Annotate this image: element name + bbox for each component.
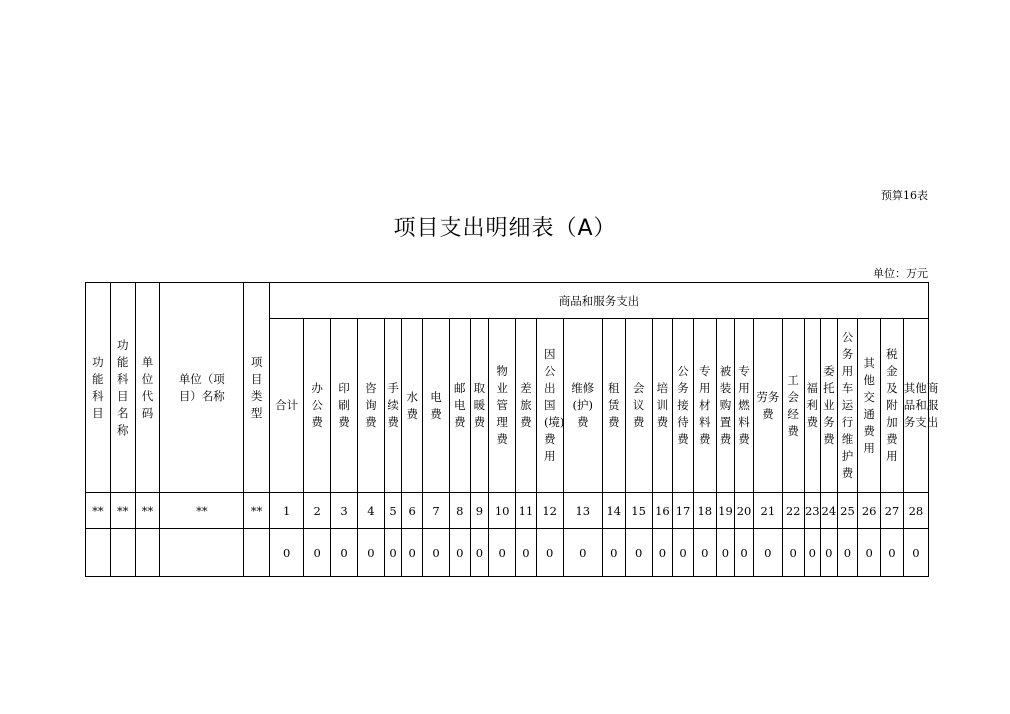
column-code: 16 bbox=[652, 493, 673, 529]
column-header bbox=[384, 319, 402, 493]
column-value: 0 bbox=[602, 529, 625, 577]
column-header-label: 维修(护)费 bbox=[571, 381, 595, 429]
column-value: 0 bbox=[804, 529, 821, 577]
column-code: 20 bbox=[735, 493, 754, 529]
column-header bbox=[652, 319, 673, 493]
column-value: 0 bbox=[858, 529, 881, 577]
column-value: 0 bbox=[625, 529, 652, 577]
column-header bbox=[536, 319, 563, 493]
column-value: 0 bbox=[384, 529, 402, 577]
column-code: 4 bbox=[357, 493, 384, 529]
column-value: 0 bbox=[357, 529, 384, 577]
column-header-label: 专用燃料费 bbox=[738, 364, 750, 446]
column-value: 0 bbox=[331, 529, 358, 577]
column-header-label: 公务接待费 bbox=[677, 364, 689, 446]
column-header bbox=[693, 319, 716, 493]
column-code: 15 bbox=[625, 493, 652, 529]
column-header-label: 咨询费 bbox=[365, 381, 377, 429]
column-value: 0 bbox=[449, 529, 470, 577]
column-code: 21 bbox=[753, 493, 782, 529]
unit-label: 单位：万元 bbox=[873, 267, 928, 280]
column-header-label: 租赁费 bbox=[608, 381, 620, 429]
column-header-label: 印刷费 bbox=[338, 381, 350, 429]
column-header bbox=[563, 319, 602, 493]
column-header-label: 差旅费 bbox=[520, 381, 532, 429]
column-value: 0 bbox=[753, 529, 782, 577]
code-unit-code: ** bbox=[135, 493, 160, 529]
header-unit-project-name: 单位（项目）名称 bbox=[160, 283, 244, 493]
column-header bbox=[304, 319, 331, 493]
column-header bbox=[270, 319, 304, 493]
column-code: 8 bbox=[449, 493, 470, 529]
column-header bbox=[881, 319, 904, 493]
code-functional-subject-name: ** bbox=[110, 493, 135, 529]
column-header bbox=[625, 319, 652, 493]
data-row bbox=[86, 529, 929, 577]
column-header bbox=[837, 319, 858, 493]
column-code: 12 bbox=[536, 493, 563, 529]
column-header-label: 工会经费 bbox=[787, 372, 799, 438]
column-value: 0 bbox=[402, 529, 423, 577]
column-header-label: 税金及附加费用 bbox=[886, 347, 898, 463]
column-header bbox=[602, 319, 625, 493]
column-header-label: 邮电费 bbox=[454, 381, 466, 429]
data-functional-subject-name bbox=[110, 529, 135, 577]
column-header bbox=[821, 319, 838, 493]
column-header-label: 手续费 bbox=[387, 381, 399, 429]
project-expenditure-table bbox=[85, 282, 939, 577]
column-header bbox=[753, 319, 782, 493]
column-header-label: 取暖费 bbox=[473, 381, 486, 429]
column-header-label: 合计 bbox=[275, 398, 299, 412]
column-value: 0 bbox=[673, 529, 694, 577]
header-group-row bbox=[86, 283, 929, 319]
data-unit-code bbox=[135, 529, 160, 577]
data-unit-project-name bbox=[160, 529, 244, 577]
column-header bbox=[673, 319, 694, 493]
column-code: 25 bbox=[837, 493, 858, 529]
column-header bbox=[782, 319, 804, 493]
column-header bbox=[516, 319, 537, 493]
header-group-goods-services: 商品和服务支出 bbox=[270, 283, 929, 319]
column-header-label: 电费 bbox=[430, 389, 442, 421]
column-code: 22 bbox=[782, 493, 804, 529]
column-value: 0 bbox=[716, 529, 735, 577]
column-value: 0 bbox=[270, 529, 304, 577]
page-title: 项目支出明细表（A） bbox=[393, 216, 617, 241]
column-code: 2 bbox=[304, 493, 331, 529]
column-value: 0 bbox=[821, 529, 838, 577]
column-header-label: 物业管理费 bbox=[496, 364, 508, 446]
column-value: 0 bbox=[563, 529, 602, 577]
column-header-label: 委托业务费 bbox=[823, 364, 835, 446]
column-value: 0 bbox=[903, 529, 928, 577]
column-code-row bbox=[86, 493, 929, 529]
column-header bbox=[423, 319, 450, 493]
column-header-label: 专用材料费 bbox=[699, 364, 711, 446]
header-project-type: 项目类型 bbox=[244, 283, 270, 493]
column-header bbox=[331, 319, 358, 493]
column-code: 14 bbox=[602, 493, 625, 529]
column-value: 0 bbox=[489, 529, 516, 577]
column-code: 24 bbox=[821, 493, 838, 529]
column-code: 9 bbox=[470, 493, 489, 529]
column-code: 28 bbox=[903, 493, 928, 529]
column-header-label: 其他商品和服务支出 bbox=[903, 381, 939, 429]
column-code: 13 bbox=[563, 493, 602, 529]
column-header bbox=[357, 319, 384, 493]
column-header bbox=[735, 319, 754, 493]
header-unit-code: 单位代码 bbox=[135, 283, 160, 493]
column-value: 0 bbox=[536, 529, 563, 577]
column-code: 1 bbox=[270, 493, 304, 529]
header-functional-subject: 功能科目 bbox=[86, 283, 111, 493]
column-code: 5 bbox=[384, 493, 402, 529]
column-code: 23 bbox=[804, 493, 821, 529]
form-number: 预算16表 bbox=[881, 189, 928, 202]
data-project-type bbox=[244, 529, 270, 577]
column-code: 7 bbox=[423, 493, 450, 529]
column-value: 0 bbox=[304, 529, 331, 577]
column-header bbox=[903, 319, 939, 493]
column-code: 6 bbox=[402, 493, 423, 529]
header-functional-subject-name: 功能科目名称 bbox=[110, 283, 135, 493]
column-value: 0 bbox=[516, 529, 537, 577]
column-header-label: 被装购置费 bbox=[719, 364, 732, 446]
column-header bbox=[858, 319, 881, 493]
column-code: 19 bbox=[716, 493, 735, 529]
code-project-type: ** bbox=[244, 493, 270, 529]
code-functional-subject: ** bbox=[86, 493, 111, 529]
column-header bbox=[804, 319, 821, 493]
data-functional-subject bbox=[86, 529, 111, 577]
column-value: 0 bbox=[735, 529, 754, 577]
column-value: 0 bbox=[423, 529, 450, 577]
code-unit-project-name: ** bbox=[160, 493, 244, 529]
column-code: 17 bbox=[673, 493, 694, 529]
column-header-label: 福利费 bbox=[806, 381, 819, 429]
column-value: 0 bbox=[881, 529, 904, 577]
column-code: 11 bbox=[516, 493, 537, 529]
column-value: 0 bbox=[693, 529, 716, 577]
column-header bbox=[470, 319, 489, 493]
column-header-label: 办公费 bbox=[311, 381, 323, 429]
column-code: 3 bbox=[331, 493, 358, 529]
column-value: 0 bbox=[782, 529, 804, 577]
column-header-label: 培训费 bbox=[656, 381, 669, 429]
column-header bbox=[449, 319, 470, 493]
column-value: 0 bbox=[470, 529, 489, 577]
column-header-label: 其他交通费用 bbox=[863, 355, 875, 455]
column-code: 27 bbox=[881, 493, 904, 529]
column-header-label: 劳务费 bbox=[756, 389, 780, 421]
column-header bbox=[716, 319, 735, 493]
column-value: 0 bbox=[837, 529, 858, 577]
column-code: 10 bbox=[489, 493, 516, 529]
column-header-label: 会议费 bbox=[632, 381, 645, 429]
column-header-label: 水费 bbox=[406, 389, 418, 421]
column-code: 18 bbox=[693, 493, 716, 529]
column-header bbox=[489, 319, 516, 493]
column-header bbox=[402, 319, 423, 493]
column-value: 0 bbox=[652, 529, 673, 577]
column-header-label: 因公出国(境)费用 bbox=[543, 347, 565, 463]
column-code: 26 bbox=[858, 493, 881, 529]
column-header-label: 公务用车运行维护费 bbox=[841, 330, 854, 480]
